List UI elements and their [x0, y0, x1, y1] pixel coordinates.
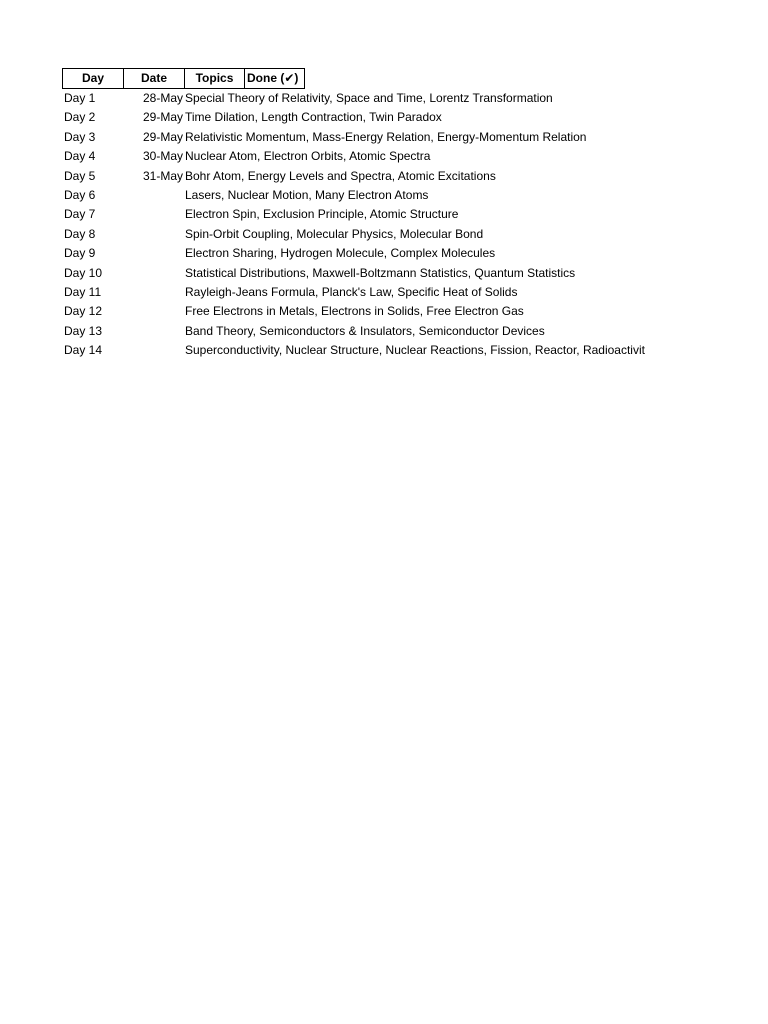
topic-cell[interactable]: Special Theory of Relativity, Space and Time, Lorentz Transformation: [185, 91, 553, 105]
day-cell[interactable]: Day 8: [64, 226, 96, 241]
table-row: [0, 147, 768, 166]
table-row: [0, 322, 768, 341]
table-row: [0, 264, 768, 283]
table-row: [0, 89, 768, 108]
day-cell[interactable]: Day 7: [64, 207, 96, 222]
table-row: [0, 108, 768, 127]
date-cell[interactable]: 30-May: [142, 149, 183, 164]
date-cell[interactable]: 29-May: [142, 110, 183, 125]
day-cell[interactable]: Day 10: [64, 265, 103, 280]
topic-cell[interactable]: Time Dilation, Length Contraction, Twin Paradox: [185, 110, 442, 125]
topic-cell[interactable]: Lasers, Nuclear Motion, Many Electron Atoms: [185, 187, 429, 202]
date-cell[interactable]: 31-May: [142, 168, 183, 183]
table-row: [0, 283, 768, 302]
topic-cell[interactable]: Band Theory, Semiconductors & Insulators, Semiconductor Devices: [185, 323, 545, 338]
day-cell[interactable]: Day 6: [64, 187, 96, 202]
topic-cell[interactable]: Rayleigh-Jeans Formula, Planck's Law, Specific Heat of Solids: [185, 284, 518, 299]
topic-cell[interactable]: Electron Spin, Exclusion Principle, Atomic Structure: [185, 207, 459, 222]
table-row: [0, 225, 768, 244]
day-cell[interactable]: Day 12: [64, 304, 103, 319]
table-row: [0, 205, 768, 224]
topic-cell[interactable]: Relativistic Momentum, Mass-Energy Relation, Energy-Momentum Relation: [185, 129, 587, 144]
day-cell[interactable]: Day 9: [64, 246, 96, 261]
table-row: [0, 244, 768, 263]
topic-cell[interactable]: Nuclear Atom, Electron Orbits, Atomic Spectra: [185, 149, 431, 164]
table-body: [0, 89, 768, 360]
day-cell[interactable]: Day 2: [64, 110, 96, 125]
header-day[interactable]: Day: [62, 68, 124, 89]
table-row: [0, 341, 768, 360]
day-cell[interactable]: Day 4: [64, 149, 96, 164]
header-date[interactable]: Date: [124, 68, 185, 89]
topic-cell[interactable]: Electron Sharing, Hydrogen Molecule, Complex Molecules: [185, 246, 496, 261]
topic-cell[interactable]: Spin-Orbit Coupling, Molecular Physics, Molecular Bond: [185, 226, 484, 241]
table-row: [0, 128, 768, 147]
topic-cell[interactable]: Statistical Distributions, Maxwell-Boltzmann Statistics, Quantum Statistics: [185, 265, 576, 280]
topic-cell[interactable]: Superconductivity, Nuclear Structure, Nuclear Reactions, Fission, Reactor, Radioactivit: [185, 343, 645, 358]
day-cell[interactable]: Day 5: [64, 168, 96, 183]
day-cell[interactable]: Day 14: [64, 343, 103, 358]
day-cell[interactable]: Day 1: [64, 91, 96, 105]
table-header-row: [62, 68, 305, 89]
topic-cell[interactable]: Free Electrons in Metals, Electrons in Solids, Free Electron Gas: [185, 304, 524, 319]
date-cell[interactable]: 28-May: [142, 91, 183, 105]
topic-cell[interactable]: Bohr Atom, Energy Levels and Spectra, Atomic Excitations: [185, 168, 496, 183]
date-cell[interactable]: 29-May: [142, 129, 183, 144]
table-row: [0, 186, 768, 205]
table-row: [0, 167, 768, 186]
day-cell[interactable]: Day 3: [64, 129, 96, 144]
table-row: [0, 302, 768, 321]
header-topics[interactable]: Topics: [185, 68, 245, 89]
day-cell[interactable]: Day 11: [64, 284, 102, 299]
day-cell[interactable]: Day 13: [64, 323, 103, 338]
header-done[interactable]: Done (✔): [245, 68, 305, 89]
